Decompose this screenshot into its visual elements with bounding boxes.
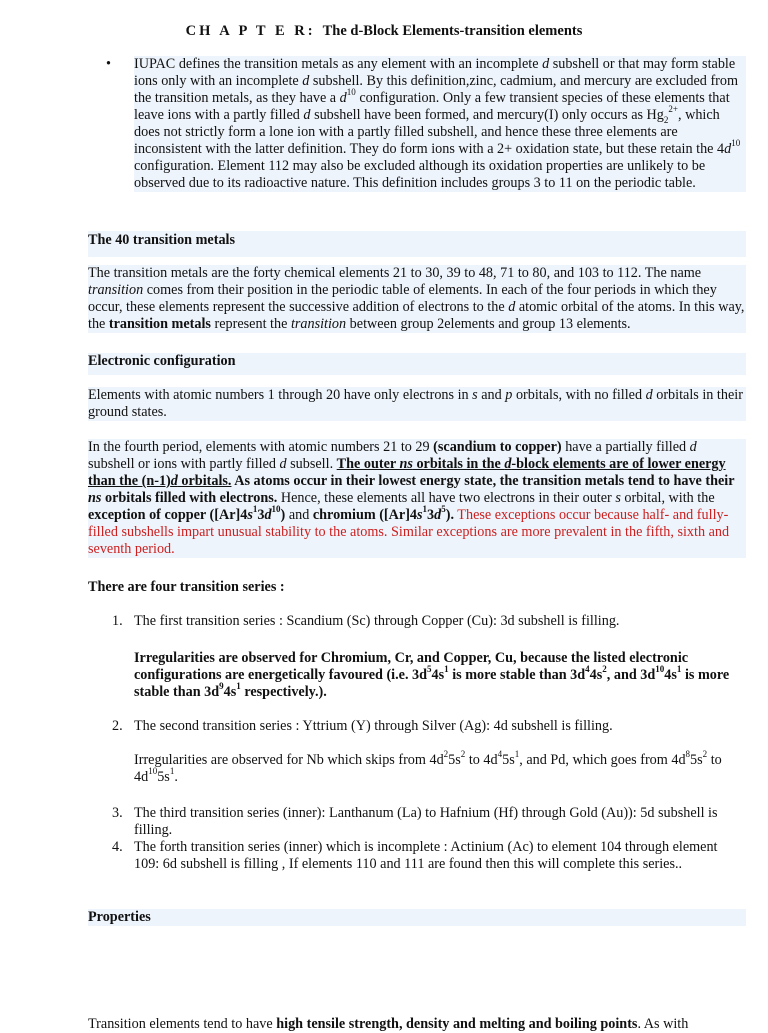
chapter-prefix: CH A P T E R: <box>185 23 316 39</box>
chapter-title-text: The d-Block Elements-transition elements <box>322 23 583 39</box>
chapter-title <box>0 23 768 40</box>
list-item-series-4: 4. The forth transition series (inner) which is incomplete : Actinium (Ac) to element 104 through element 109: 6d subshell is filling , If elements 110 and 111 are found then this will complete this series.. <box>112 839 718 872</box>
iupac-bullet <box>106 56 746 192</box>
paragraph-ec-1: Elements with atomic numbers 1 through 20 have only electrons in s and p orbitals, with no filled d orbitals in their ground states. <box>88 387 746 421</box>
heading-40-transition-metals: The 40 transition metals <box>88 231 746 257</box>
heading-electronic-configuration: Electronic configuration <box>88 353 746 375</box>
list-item-series-2: 2. The second transition series : Yttrium (Y) through Silver (Ag): 4d subshell is filling. <box>112 718 613 734</box>
list-item-series-1: 1. The first transition series : Scandium (Sc) through Copper (Cu): 3d subshell is filling. <box>112 613 620 629</box>
paragraph-40-transition-metals: The transition metals are the forty chemical elements 21 to 30, 39 to 48, 71 to 80, and 103 to 112. The name transition comes from their position in the periodic table of elements. In each of the four periods in which they occur, these elements represent the successive addition of electrons to the d atomic orbital of the atoms. In this way, the transition metals represent the transition between group 2elements and group 13 elements. <box>88 265 745 332</box>
heading-properties: Properties <box>88 909 746 926</box>
iupac-paragraph: IUPAC defines the transition metals as any element with an incomplete d subshell or that may form stable ions only with an incomplete d subshell. By this definition,zinc, cadmium, and mercury are excluded from the transition metals, as they have a $d^{10}$ configuration. Only a few transient species of these elements that leave ions with a partly filled d subshell have been formed, and mercury(I) only occurs as $Hg_2^{2+}$, which does not strictly form a lone ion with a partly filled subshell, and hence these three elements are inconsistent with the latter definition. They do form ions with a 2+ oxidation state, but these retain the $4d^{10}$ configuration. Element 112 may also be excluded although its oxidation properties are unlikely to be observed due to its radioactive nature. This definition includes groups 3 to 11 on the periodic table. <box>134 56 746 192</box>
paragraph-ec-2: In the fourth period, elements with atomic numbers 21 to 29 (scandium to copper) have a partially filled d subshell or ions with partly filled d subsell. The outer ns orbitals in the d-block elements are of lower energy than the (n-1)d orbitals. As atoms occur in their lowest energy state, the transition metals tend to have their ns orbitals filled with electrons. Hence, these elements all have two electrons in their outer s orbital, with the exception of copper $([Ar]4s^13d^{10})$ and chromium $([Ar]4s^13d^5)$. These exceptions occur because half- and fully-filled subshells impart unusual stability to the atoms. Similar exceptions are more prevalent in the fifth, sixth and seventh period. <box>88 439 746 558</box>
properties-paragraph-cut: Transition elements tend to have high tensile strength, density and melting and boiling points. As with <box>88 1016 689 1032</box>
bullet-icon: • <box>106 56 111 72</box>
list-item-series-3: 3. The third transition series (inner): Lanthanum (La) to Hafnium (Hf) through Gold (Au)): 5d subshell is filling. <box>112 805 718 838</box>
series-1-irregularities: Irregularities are observed for Chromium, Cr, and Copper, Cu, because the listed electronic configurations are energetically favoured (i.e. $3d^54s^1$ is more stable than $3d^44s^2$, and $3d^{10}4s^1$ is more stable than $3d^94s^1$ respectively.). <box>134 650 730 700</box>
series-2-irregularities: Irregularities are observed for Nb which skips from $4d^25s^2$ to $4d^45s^1$, and Pd, which goes from $4d^85s^2$ to $4d^{10}5s^1$. <box>134 749 722 785</box>
heading-transition-series: There are four transition series : <box>88 579 285 595</box>
